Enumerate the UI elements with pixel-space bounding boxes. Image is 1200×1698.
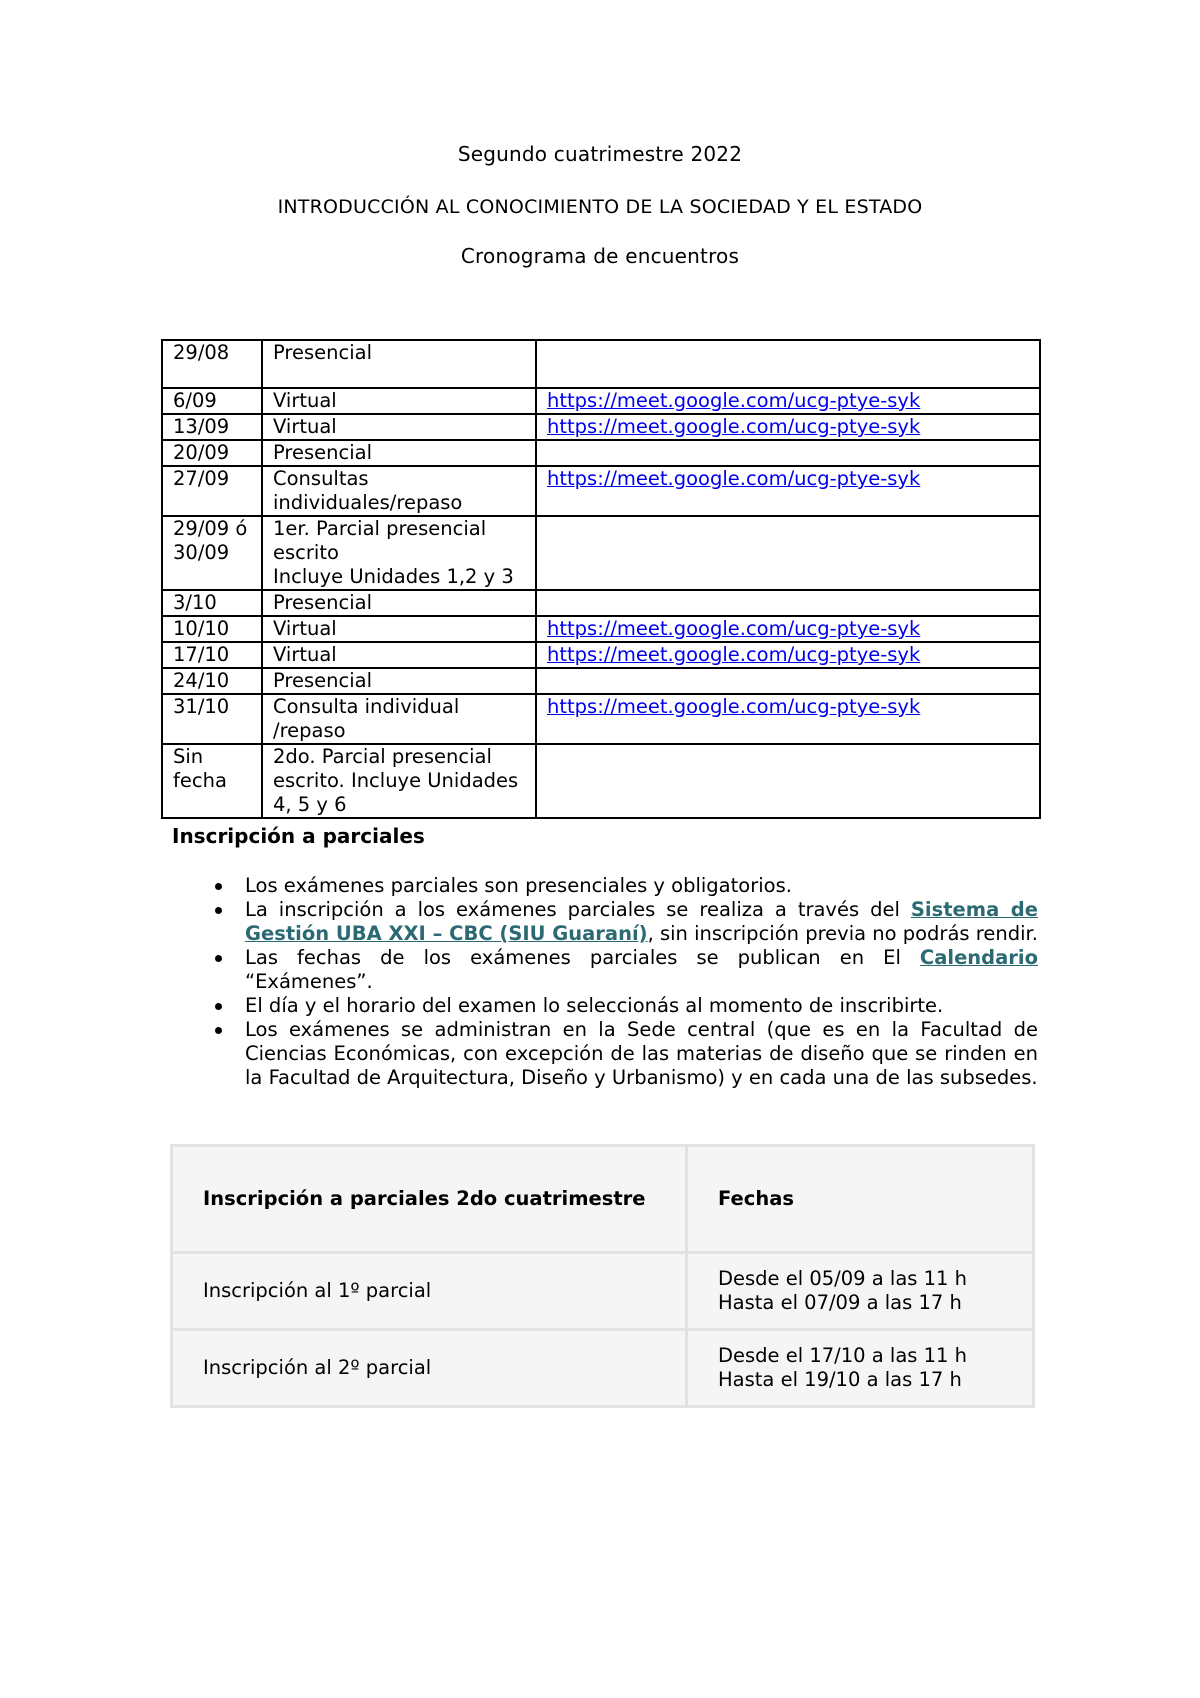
link-cell <box>536 616 1040 642</box>
date-cell: 6/09 <box>162 388 262 414</box>
activity-cell: Virtual <box>262 414 536 440</box>
table-row <box>162 694 1040 744</box>
date-cell: 3/10 <box>162 590 262 616</box>
list-item <box>172 946 1038 994</box>
link-cell <box>536 694 1040 744</box>
table-row <box>162 590 1040 616</box>
label-cell: Inscripción al 2º parcial <box>172 1330 687 1407</box>
list-item <box>172 874 1038 898</box>
activity-cell: Virtual <box>262 616 536 642</box>
link-cell <box>536 590 1040 616</box>
list-item-text: Los exámenes se administran en la Sede central (que es en la Facultad de Ciencias Económicas, con excepción de las materias de diseño que se rinden en la Facultad de Arquitectura, Diseño y Urbanismo) y en cada una de las subsedes. <box>245 1018 1038 1089</box>
section-heading: Inscripción a parciales <box>172 824 425 848</box>
list-item <box>172 1018 1038 1090</box>
date-from: Desde el 17/10 a las 11 h <box>718 1344 967 1367</box>
meet-link[interactable]: https://meet.google.com/ucg-ptye-syk <box>547 467 921 490</box>
dates-cell <box>687 1330 1034 1407</box>
date-cell: 20/09 <box>162 440 262 466</box>
bullet-icon <box>215 907 222 914</box>
activity-line: Incluye Unidades 1,2 y 3 <box>273 565 514 588</box>
date-cell: Sin fecha <box>162 744 262 818</box>
meet-link[interactable]: https://meet.google.com/ucg-ptye-syk <box>547 643 921 666</box>
date-cell: 31/10 <box>162 694 262 744</box>
activity-line: 1er. Parcial presencial escrito <box>273 517 487 564</box>
date-cell: 29/09 ó 30/09 <box>162 516 262 590</box>
activity-cell: Virtual <box>262 388 536 414</box>
list-item-text: El día y el horario del examen lo seleccionás al momento de inscribirte. <box>245 994 944 1017</box>
activity-cell: Consultas individuales/repaso <box>262 466 536 516</box>
meet-link[interactable]: https://meet.google.com/ucg-ptye-syk <box>547 617 921 640</box>
siu-guarani-link[interactable]: Sistema de Gestión UBA XXI – CBC (SIU Guaraní) <box>245 898 1038 945</box>
bullet-icon <box>215 883 222 890</box>
table-row <box>162 388 1040 414</box>
inscription-table <box>170 1144 1035 1408</box>
activity-cell <box>262 516 536 590</box>
date-cell: 17/10 <box>162 642 262 668</box>
date-cell: 29/08 <box>162 340 262 388</box>
link-cell <box>536 642 1040 668</box>
header-cell: Fechas <box>687 1146 1034 1253</box>
table-row <box>162 616 1040 642</box>
bullet-icon <box>215 1027 222 1034</box>
table-row <box>162 744 1040 818</box>
activity-cell: Presencial <box>262 440 536 466</box>
semester-title: Segundo cuatrimestre 2022 <box>457 142 743 166</box>
meet-link[interactable]: https://meet.google.com/ucg-ptye-syk <box>547 389 921 412</box>
activity-cell: Presencial <box>262 590 536 616</box>
link-cell <box>536 440 1040 466</box>
calendario-link[interactable]: Calendario <box>919 946 1038 969</box>
schedule-title: Cronograma de encuentros <box>460 244 740 268</box>
dates-cell <box>687 1253 1034 1330</box>
list-item-text: , sin inscripción previa no podrás rendir. <box>647 922 1038 945</box>
table-row <box>172 1253 1034 1330</box>
activity-cell: Presencial <box>262 340 536 388</box>
table-row <box>162 414 1040 440</box>
activity-cell: 2do. Parcial presencial escrito. Incluye Unidades 4, 5 y 6 <box>262 744 536 818</box>
link-cell <box>536 516 1040 590</box>
link-cell <box>536 414 1040 440</box>
date-cell: 13/09 <box>162 414 262 440</box>
bullet-icon <box>215 1003 222 1010</box>
list-item-text: Las fechas de los exámenes parciales se publican en El <box>245 946 920 969</box>
link-cell <box>536 744 1040 818</box>
course-title: INTRODUCCIÓN AL CONOCIMIENTO DE LA SOCIEDAD Y EL ESTADO <box>277 196 923 218</box>
meet-link[interactable]: https://meet.google.com/ucg-ptye-syk <box>547 695 921 718</box>
list-item-text: “Exámenes”. <box>245 970 373 993</box>
activity-cell: Virtual <box>262 642 536 668</box>
table-row <box>162 642 1040 668</box>
label-cell: Inscripción al 1º parcial <box>172 1253 687 1330</box>
header-cell: Inscripción a parciales 2do cuatrimestre <box>172 1146 687 1253</box>
meet-link[interactable]: https://meet.google.com/ucg-ptye-syk <box>547 415 921 438</box>
activity-cell: Presencial <box>262 668 536 694</box>
list-item-text: Los exámenes parciales son presenciales y obligatorios. <box>245 874 792 897</box>
list-item <box>172 994 1038 1018</box>
info-list <box>172 874 1038 1090</box>
table-header-row <box>172 1146 1034 1253</box>
link-cell <box>536 340 1040 388</box>
date-cell: 10/10 <box>162 616 262 642</box>
bullet-icon <box>215 955 222 962</box>
list-item <box>172 898 1038 946</box>
date-from: Desde el 05/09 a las 11 h <box>718 1267 967 1290</box>
schedule-table <box>161 339 1041 819</box>
table-row <box>162 466 1040 516</box>
table-row <box>172 1330 1034 1407</box>
table-row <box>162 440 1040 466</box>
link-cell <box>536 668 1040 694</box>
table-row <box>162 668 1040 694</box>
link-cell <box>536 466 1040 516</box>
date-to: Hasta el 07/09 a las 17 h <box>718 1291 962 1314</box>
date-cell: 27/09 <box>162 466 262 516</box>
activity-cell: Consulta individual /repaso <box>262 694 536 744</box>
date-cell: 24/10 <box>162 668 262 694</box>
table-row <box>162 516 1040 590</box>
table-row <box>162 340 1040 388</box>
link-cell <box>536 388 1040 414</box>
list-item-text: La inscripción a los exámenes parciales se realiza a través del <box>245 898 911 921</box>
date-to: Hasta el 19/10 a las 17 h <box>718 1368 962 1391</box>
